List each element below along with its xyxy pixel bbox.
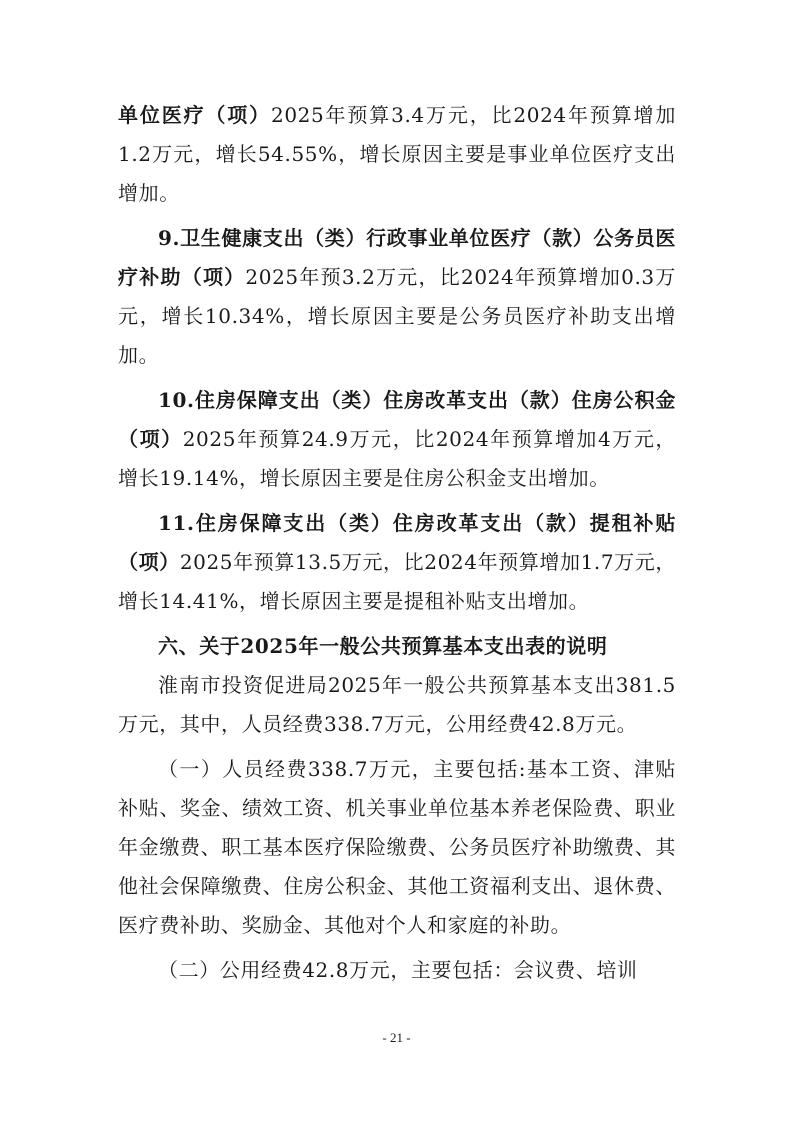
- section-heading: [118, 627, 676, 666]
- document-body: [118, 96, 676, 990]
- paragraph-item-9: [118, 219, 676, 375]
- section-heading-text: 六、关于2025年一般公共预算基本支出表的说明: [158, 634, 608, 658]
- item-text: 2025年预算3.4万元，比2024年预算增加1.2万元，增长54.55%，增长原因主要是事业单位医疗支出增加。: [118, 103, 676, 205]
- paragraph-item-11: [118, 504, 676, 621]
- item-title: 10.住房保障支出（类）住房改革支出（款）住房公积金（项）: [118, 388, 676, 451]
- item-text: 2025年预算24.9万元，比2024年预算增加4万元，增长19.14%，增长原因主要是住房公积金支出增加。: [118, 427, 676, 490]
- item-title: 单位医疗（项）: [118, 103, 271, 127]
- paragraph-basic-expenditure: [118, 666, 676, 744]
- paragraph-medical-unit: [118, 96, 676, 213]
- page-number: - 21 -: [382, 1030, 411, 1045]
- item-text: 2025年预算13.5万元，比2024年预算增加1.7万元，增长14.41%，增长原因主要是提租补贴支出增加。: [118, 550, 676, 613]
- paragraph-text: （二）公用经费42.8万元，主要包括：会议费、培训: [158, 958, 638, 982]
- paragraph-item-10: [118, 381, 676, 498]
- item-title: 11.住房保障支出（类）住房改革支出（款）提租补贴（项）: [118, 511, 676, 574]
- item-text: 2025年预3.2万元，比2024年预算增加0.3万元，增长10.34%，增长原因主要是公务员医疗补助支出增加。: [118, 265, 676, 367]
- paragraph-personnel-expenses: [118, 750, 676, 945]
- paragraph-public-expenses: [118, 951, 676, 990]
- paragraph-text: 淮南市投资促进局2025年一般公共预算基本支出381.5万元，其中，人员经费338.7万元，公用经费42.8万元。: [118, 673, 676, 736]
- paragraph-text: （一）人员经费338.7万元，主要包括:基本工资、津贴补贴、奖金、绩效工资、机关事业单位基本养老保险费、职业年金缴费、职工基本医疗保险缴费、公务员医疗补助缴费、其他社会保障缴费、住房公积金、其他工资福利支出、退休费、医疗费补助、奖励金、其他对个人和家庭的补助。: [118, 757, 676, 937]
- item-title: 9.卫生健康支出（类）行政事业单位医疗（款）公务员医疗补助（项）: [118, 226, 676, 289]
